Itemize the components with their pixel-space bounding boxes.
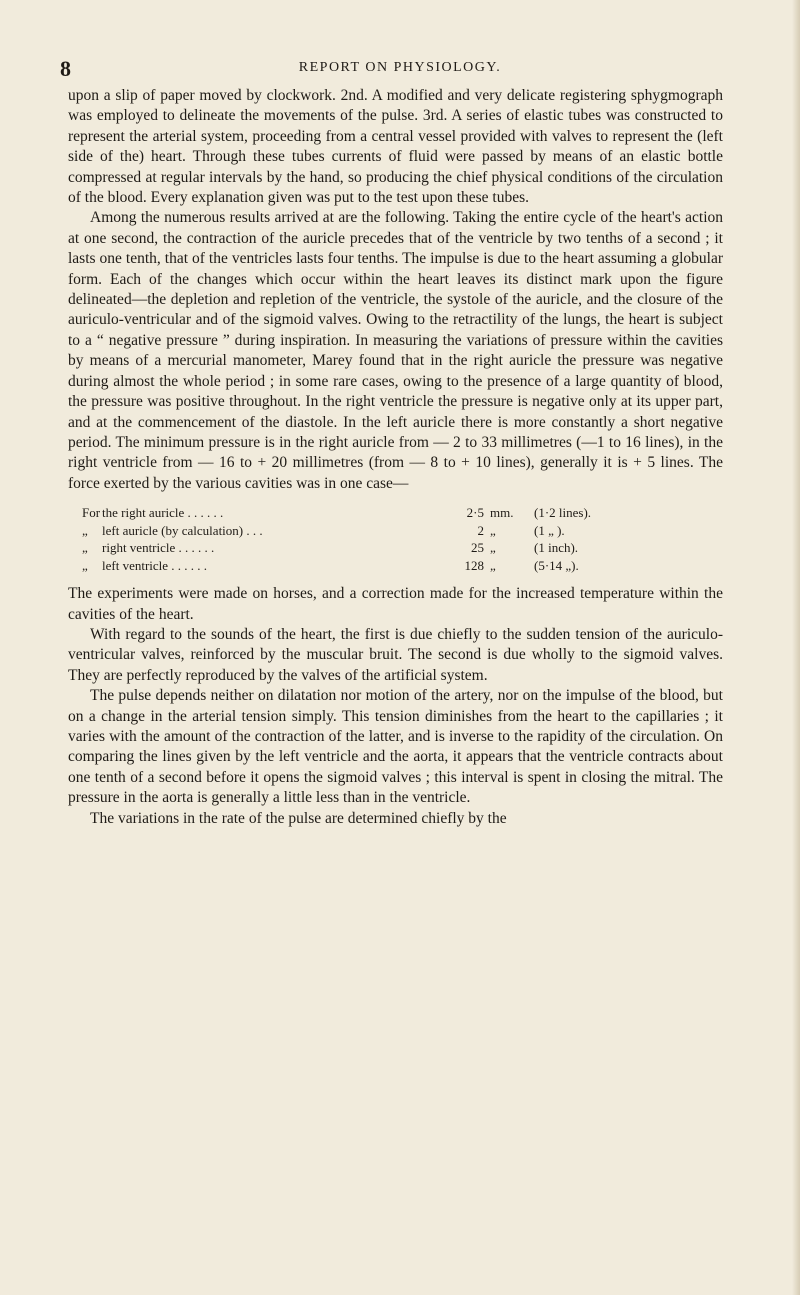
paragraph: Among the numerous results arrived at are the following. Taking the entire cycle of the heart's action at one second, the contraction of the auricle precedes that of the ventricle by two tenths of a second ; it lasts one tenth, that of the ventricles lasts four tenths. The impulse is due to the heart assuming a globular form. Each of the changes which occur within the heart leaves its distinct mark upon the figure delineated—the depletion and repletion of the ventricle, the systole of the auricle, and the closure of the auriculo-ventricular and of the sigmoid valves. Owing to the retractility of the lungs, the heart is subject to a “ negative pressure ” during inspiration. In measuring the variations of pressure within the cavities by means of a mercurial manometer, Marey found that in the right auricle the pressure was negative during almost the whole period ; in some rare cases, owing to the presence of a large quantity of blood, the pressure was positive throughout. In the right ventricle the pressure is negative only at its upper part, and at the commencement of the diastole. In the left auricle there is more constantly a short negative period. The minimum pressure is in the right auricle from — 2 to 33 millimetres (—1 to 16 lines), in the right ventricle from — 16 to + 20 millimetres (from — 8 to + 10 lines), generally it is + 5 lines. The force exerted by the various cavities was in one case— (68, 209, 723, 492)
row-unit: „ (490, 522, 496, 538)
row-value: 2 (477, 522, 484, 538)
row-prefix: „ (82, 540, 88, 556)
row-prefix: For (82, 505, 101, 521)
row-prefix: „ (82, 557, 88, 573)
row-value: 128 (464, 557, 484, 573)
page-number: 8 (60, 56, 71, 81)
row-unit: mm. (490, 505, 514, 521)
force-table (82, 504, 614, 574)
table-row (82, 557, 614, 575)
row-alt-value: (1·2 lines). (534, 505, 592, 521)
row-value: 2·5 (466, 505, 484, 521)
row-unit: „ (490, 540, 496, 556)
paragraph: The pulse depends neither on dilatation nor motion of the artery, nor on the impulse of the blood, but on a change in the arterial tension simply. This tension diminishes from the heart to the capillaries ; it varies with the amount of the contraction of the latter, and is inverse to the rapidity of the circulation. On comparing the lines given by the left ventricle and the aorta, it appears that the ventricle contracts about one tenth of a second before it opens the sigmoid valves ; this interval is spent in closing the mitral. The pressure in the aorta is generally a little less than in the ventricle. (68, 687, 723, 807)
table-row (82, 539, 614, 557)
row-alt-value: (5·14 „). (534, 557, 579, 573)
row-label: the right auricle . . . . . . (102, 505, 224, 521)
row-alt-value: (1 inch). (534, 540, 579, 556)
body-text (68, 86, 723, 829)
row-label: left ventricle . . . . . . (102, 557, 208, 573)
row-label: right ventricle . . . . . . (102, 540, 215, 556)
paragraph: upon a slip of paper moved by clockwork. 2nd. A modified and very delicate registering sphygmograph was employed to delineate the movements of the pulse. 3rd. A series of elastic tubes was constructed to represent the arterial system, proceeding from a central vessel provided with valves to represent the (left side of the) heart. Through these tubes currents of fluid were passed by means of an elastic bottle compressed at regular intervals by the hand, so producing the chief physical conditions of the circulation of the blood. Every explanation given was put to the test upon these tubes. (68, 87, 723, 207)
paragraph: The variations in the rate of the pulse are determined chiefly by the (90, 809, 507, 827)
paragraph: The experiments were made on horses, and a correction made for the increased temperature within the cavities of the heart. (68, 585, 723, 623)
row-prefix: „ (82, 522, 88, 538)
table-row (82, 522, 614, 540)
paragraph: With regard to the sounds of the heart, the first is due chiefly to the sudden tension of the auriculo-ventricular valves, reinforced by the muscular bruit. The second is due wholly to the sigmoid valves. They are perfectly reproduced by the valves of the artificial system. (68, 625, 723, 684)
row-unit: „ (490, 557, 496, 573)
row-alt-value: (1 „ ). (534, 522, 565, 538)
page-edge-shadow (792, 0, 800, 1295)
table-row (82, 504, 614, 522)
running-header: REPORT ON PHYSIOLOGY. (298, 60, 502, 75)
row-value: 25 (471, 540, 484, 556)
row-label: left auricle (by calculation) . . . (102, 522, 263, 538)
